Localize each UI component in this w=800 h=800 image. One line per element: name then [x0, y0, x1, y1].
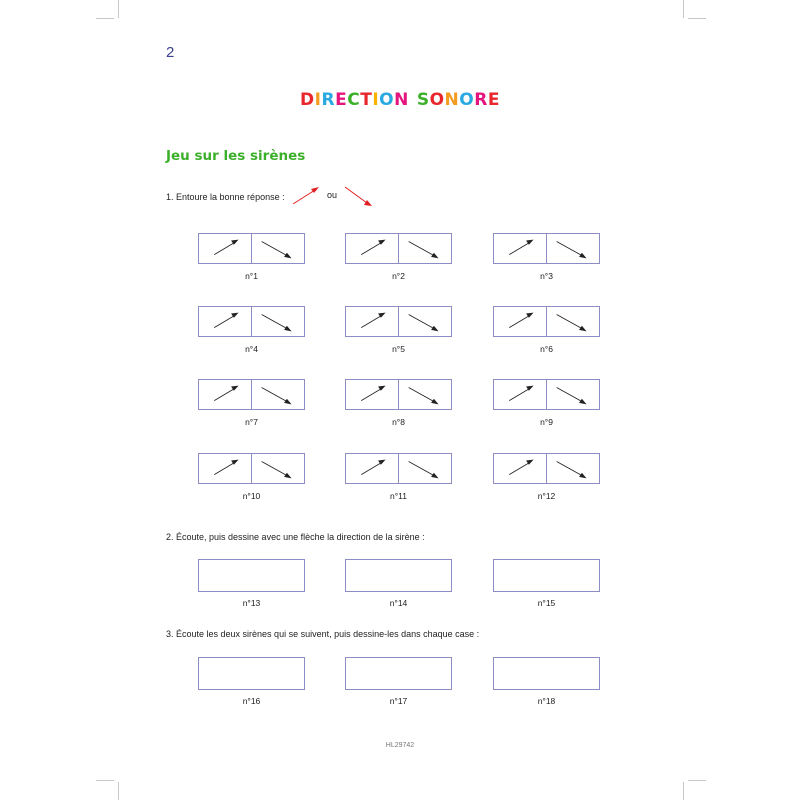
rising-choice[interactable]: [199, 380, 251, 409]
rising-choice[interactable]: [494, 454, 546, 483]
box-number-label: n°3: [540, 271, 553, 281]
title-letter: N: [444, 90, 460, 110]
falling-choice[interactable]: [546, 234, 599, 263]
falling-arrow-icon: [399, 454, 451, 483]
arrow-choice-box: [493, 379, 600, 410]
box-number-label: n°16: [242, 696, 261, 706]
falling-arrow-icon: [547, 234, 599, 263]
drawing-box[interactable]: [198, 657, 305, 690]
falling-choice[interactable]: [251, 234, 304, 263]
falling-arrow-icon: [252, 234, 304, 263]
crop-mark: [118, 0, 119, 18]
arrow-choice-box: [345, 306, 452, 337]
box-number-label: n°6: [540, 344, 553, 354]
box-number-label: n°18: [537, 696, 556, 706]
title-letter: N: [394, 90, 409, 110]
rising-choice[interactable]: [346, 454, 398, 483]
question-3-text: 3. Écoute les deux sirènes qui se suivent, puis dessine-les dans chaque case :: [166, 629, 480, 639]
box-number-label: n°1: [245, 271, 258, 281]
box-number-label: n°8: [392, 417, 405, 427]
crop-mark: [688, 18, 706, 19]
crop-mark: [96, 18, 114, 19]
arrow-choice-box: [345, 453, 452, 484]
rising-choice[interactable]: [346, 380, 398, 409]
rising-arrow-icon: [346, 307, 398, 336]
arrow-choice-box: [345, 379, 452, 410]
box-number-label: n°10: [242, 491, 261, 501]
rising-choice[interactable]: [199, 307, 251, 336]
crop-mark: [683, 0, 684, 18]
rising-arrow-icon: [494, 454, 546, 483]
title-letter: T: [360, 90, 373, 110]
title-letter: O: [379, 90, 395, 110]
falling-choice[interactable]: [546, 380, 599, 409]
arrow-choice-box: [345, 233, 452, 264]
rising-choice[interactable]: [199, 234, 251, 263]
falling-arrow-icon: [342, 184, 374, 210]
drawing-box[interactable]: [345, 559, 452, 592]
footer-reference: HL29742: [385, 742, 415, 749]
falling-choice[interactable]: [546, 307, 599, 336]
title-letter: C: [347, 90, 361, 110]
or-word: ou: [327, 190, 338, 200]
rising-arrow-icon: [199, 380, 251, 409]
drawing-box[interactable]: [198, 559, 305, 592]
arrow-choice-box: [493, 306, 600, 337]
title-letter: E: [335, 90, 348, 110]
rising-choice[interactable]: [346, 307, 398, 336]
falling-choice[interactable]: [251, 454, 304, 483]
box-number-label: n°17: [389, 696, 408, 706]
rising-arrow-icon: [494, 307, 546, 336]
title-letter: R: [321, 90, 336, 110]
title-letter: R: [474, 90, 488, 110]
rising-arrow-icon: [494, 234, 546, 263]
arrow-choice-box: [198, 379, 305, 410]
rising-arrow-icon: [290, 184, 322, 208]
box-number-label: n°11: [390, 491, 407, 501]
rising-arrow-icon: [346, 380, 398, 409]
falling-arrow-icon: [252, 307, 304, 336]
rising-arrow-icon: [199, 234, 251, 263]
box-number-label: n°14: [389, 598, 408, 608]
page-number: 2: [166, 44, 175, 61]
arrow-choice-box: [198, 233, 305, 264]
arrow-choice-box: [198, 306, 305, 337]
falling-arrow-icon: [399, 307, 451, 336]
falling-choice[interactable]: [398, 307, 451, 336]
drawing-box[interactable]: [493, 559, 600, 592]
box-number-label: n°2: [392, 271, 405, 281]
drawing-box[interactable]: [345, 657, 452, 690]
box-number-label: n°12: [537, 491, 556, 501]
falling-arrow-icon: [547, 454, 599, 483]
rising-arrow-icon: [199, 307, 251, 336]
box-number-label: n°5: [392, 344, 405, 354]
drawing-box[interactable]: [493, 657, 600, 690]
box-number-label: n°15: [537, 598, 556, 608]
title-letter: D: [300, 90, 315, 110]
crop-mark: [96, 780, 114, 781]
falling-choice[interactable]: [398, 234, 451, 263]
falling-arrow-icon: [399, 234, 451, 263]
arrow-choice-box: [493, 233, 600, 264]
falling-choice[interactable]: [398, 454, 451, 483]
title-letter: S: [416, 90, 430, 110]
crop-mark: [118, 782, 119, 800]
title-letter: O: [429, 90, 445, 110]
falling-arrow-icon: [399, 380, 451, 409]
falling-choice[interactable]: [546, 454, 599, 483]
box-number-label: n°7: [245, 417, 258, 427]
falling-choice[interactable]: [251, 380, 304, 409]
rising-choice[interactable]: [494, 380, 546, 409]
question-2-text: 2. Écoute, puis dessine avec une flèche la direction de la sirène :: [166, 532, 425, 542]
rising-choice[interactable]: [199, 454, 251, 483]
rising-arrow-icon: [346, 454, 398, 483]
rising-choice[interactable]: [494, 234, 546, 263]
title-letter: I: [314, 90, 322, 110]
falling-choice[interactable]: [251, 307, 304, 336]
falling-choice[interactable]: [398, 380, 451, 409]
box-number-label: n°13: [242, 598, 261, 608]
title-letter: O: [459, 90, 475, 110]
page-title: [0, 90, 800, 110]
box-number-label: n°4: [245, 344, 258, 354]
title-letter: E: [487, 90, 500, 110]
falling-arrow-icon: [252, 454, 304, 483]
rising-arrow-icon: [494, 380, 546, 409]
rising-choice[interactable]: [346, 234, 398, 263]
rising-arrow-icon: [199, 454, 251, 483]
rising-choice[interactable]: [494, 307, 546, 336]
arrow-choice-box: [198, 453, 305, 484]
falling-arrow-icon: [252, 380, 304, 409]
arrow-choice-box: [493, 453, 600, 484]
crop-mark: [683, 782, 684, 800]
crop-mark: [688, 780, 706, 781]
falling-arrow-icon: [547, 307, 599, 336]
rising-arrow-icon: [346, 234, 398, 263]
section-title: Jeu sur les sirènes: [166, 148, 306, 164]
falling-arrow-icon: [547, 380, 599, 409]
question-1-text: 1. Entoure la bonne réponse :: [166, 192, 285, 202]
box-number-label: n°9: [540, 417, 553, 427]
title-letter: I: [372, 90, 380, 110]
